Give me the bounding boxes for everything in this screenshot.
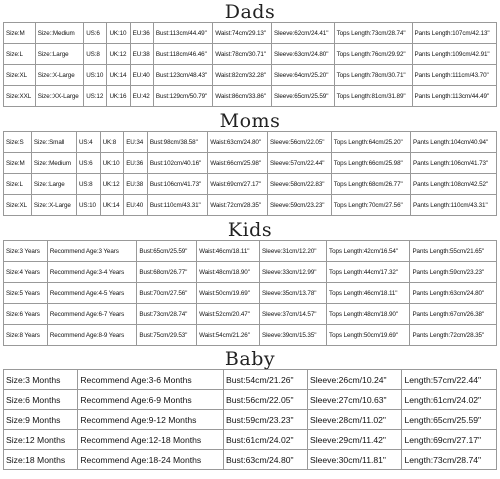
table-cell: Size:3 Months [4, 370, 78, 390]
table-cell: Bust:123cm/48.43" [153, 65, 212, 86]
table-cell: Size::X-Large [35, 65, 83, 86]
table-cell: Sleeve:63cm/24.80" [272, 44, 335, 65]
table-cell: Size:XXL [4, 86, 36, 107]
table-cell: Waist:46cm/18.11" [197, 241, 260, 262]
table-cell: UK:14 [107, 65, 130, 86]
table-cell: Tops Length:78cm/30.71" [334, 65, 412, 86]
table-cell: Size:L [4, 44, 36, 65]
table-cell: Tops Length:73cm/28.74" [334, 23, 412, 44]
table-cell: Sleeve:58cm/22.83" [268, 174, 332, 195]
table-row [4, 241, 497, 262]
table-cell: Sleeve:27cm/10.63" [307, 390, 401, 410]
table-row [4, 390, 497, 410]
baby-section-title: Baby [224, 348, 276, 370]
table-row [4, 65, 497, 86]
table-cell: Sleeve:64cm/25.20" [272, 65, 335, 86]
table-cell: Waist:66cm/25.98" [208, 153, 268, 174]
table-cell: Sleeve:29cm/11.42" [307, 430, 401, 450]
table-cell: Size:9 Months [4, 410, 78, 430]
table-cell: Tops Length:70cm/27.56" [331, 195, 410, 216]
table-cell: Size:4 Years [4, 262, 48, 283]
moms-section-title: Moms [219, 110, 281, 132]
table-cell: Tops Length:48cm/18.90" [327, 304, 410, 325]
table-cell: Size:8 Years [4, 325, 48, 346]
table-cell: Tops Length:64cm/25.20" [331, 132, 410, 153]
table-cell: Recommend Age:6-7 Years [47, 304, 137, 325]
table-cell: EU:34 [124, 132, 148, 153]
table-cell: Waist:50cm/19.69" [197, 283, 260, 304]
table-cell: UK:16 [107, 86, 130, 107]
kids-table-body [4, 241, 497, 346]
table-cell: Size::X-Large [31, 195, 76, 216]
table-cell: US:12 [84, 86, 107, 107]
table-cell: Sleeve:56cm/22.05" [268, 132, 332, 153]
table-cell: Recommend Age:4-5 Years [47, 283, 137, 304]
table-cell: Tops Length:50cm/19.69" [327, 325, 410, 346]
table-cell: US:8 [84, 44, 107, 65]
table-cell: Bust:113cm/44.49" [153, 23, 212, 44]
table-cell: Size:6 Months [4, 390, 78, 410]
kids-size-table [3, 240, 497, 346]
table-cell: Bust:110cm/43.31" [147, 195, 207, 216]
dads-section-title: Dads [224, 1, 276, 23]
table-cell: Waist:48cm/18.90" [197, 262, 260, 283]
table-cell: Bust:106cm/41.73" [147, 174, 207, 195]
table-cell: Size:XL [4, 65, 36, 86]
table-cell: Bust:75cm/29.53" [137, 325, 197, 346]
table-cell: Length:61cm/24.02" [402, 390, 497, 410]
table-row [4, 410, 497, 430]
table-cell: Length:57cm/22.44" [402, 370, 497, 390]
table-cell: Waist:86cm/33.86" [213, 86, 272, 107]
table-cell: US:6 [76, 153, 100, 174]
table-cell: Size:M [4, 23, 36, 44]
table-cell: Size::Small [31, 132, 76, 153]
table-row [4, 430, 497, 450]
table-cell: Tops Length:81cm/31.89" [334, 86, 412, 107]
table-cell: Pants Length:59cm/23.23" [410, 262, 497, 283]
table-cell: Tops Length:44cm/17.32" [327, 262, 410, 283]
table-row [4, 283, 497, 304]
table-cell: Waist:82cm/32.28" [213, 65, 272, 86]
table-cell: Pants Length:106cm/41.73" [411, 153, 497, 174]
table-cell: Length:65cm/25.59" [402, 410, 497, 430]
table-cell: Size::Large [35, 44, 83, 65]
size-chart-page [0, 2, 500, 479]
table-cell: Pants Length:107cm/42.13" [412, 23, 496, 44]
dads-table-body [4, 23, 497, 107]
table-cell: EU:36 [130, 23, 153, 44]
table-cell: Tops Length:66cm/25.98" [331, 153, 410, 174]
table-cell: Sleeve:37cm/14.57" [260, 304, 327, 325]
table-cell: Recommend Age:18-24 Months [78, 450, 224, 470]
table-cell: UK:12 [100, 174, 124, 195]
table-cell: EU:40 [124, 195, 148, 216]
table-cell: Size::Large [31, 174, 76, 195]
table-cell: Size:6 Years [4, 304, 48, 325]
table-cell: Size:18 Months [4, 450, 78, 470]
table-cell: Size:S [4, 132, 32, 153]
table-cell: Tops Length:76cm/29.92" [334, 44, 412, 65]
table-cell: Sleeve:39cm/15.35" [260, 325, 327, 346]
table-cell: Recommend Age:3-6 Months [78, 370, 224, 390]
table-cell: Size:12 Months [4, 430, 78, 450]
table-cell: UK:10 [107, 23, 130, 44]
table-row [4, 450, 497, 470]
table-cell: Waist:74cm/29.13" [213, 23, 272, 44]
table-cell: Tops Length:42cm/16.54" [327, 241, 410, 262]
table-cell: Sleeve:59cm/23.23" [268, 195, 332, 216]
table-cell: Bust:65cm/25.59" [137, 241, 197, 262]
table-cell: Pants Length:63cm/24.80" [410, 283, 497, 304]
table-row [4, 174, 497, 195]
table-cell: UK:10 [100, 153, 124, 174]
table-cell: Size::XX-Large [35, 86, 83, 107]
table-cell: Recommend Age:9-12 Months [78, 410, 224, 430]
table-row [4, 132, 497, 153]
table-cell: Waist:69cm/27.17" [208, 174, 268, 195]
table-cell: US:6 [84, 23, 107, 44]
table-cell: Pants Length:111cm/43.70" [412, 65, 496, 86]
table-cell: Bust:59cm/23.23" [224, 410, 308, 430]
table-cell: Waist:54cm/21.26" [197, 325, 260, 346]
table-cell: Sleeve:57cm/22.44" [268, 153, 332, 174]
table-cell: UK:14 [100, 195, 124, 216]
table-cell: Sleeve:65cm/25.59" [272, 86, 335, 107]
table-cell: Bust:56cm/22.05" [224, 390, 308, 410]
table-cell: EU:38 [124, 174, 148, 195]
table-cell: UK:8 [100, 132, 124, 153]
table-cell: EU:40 [130, 65, 153, 86]
table-cell: Size::Medium [35, 23, 83, 44]
table-cell: Bust:102cm/40.16" [147, 153, 207, 174]
table-row [4, 325, 497, 346]
table-cell: EU:42 [130, 86, 153, 107]
table-cell: Tops Length:46cm/18.11" [327, 283, 410, 304]
table-cell: Size:M [4, 153, 32, 174]
table-cell: Sleeve:33cm/12.99" [260, 262, 327, 283]
table-cell: Bust:118cm/46.46" [153, 44, 212, 65]
table-cell: Tops Length:68cm/26.77" [331, 174, 410, 195]
table-cell: Size::Medium [31, 153, 76, 174]
table-cell: Waist:78cm/30.71" [213, 44, 272, 65]
table-cell: Bust:73cm/28.74" [137, 304, 197, 325]
table-cell: US:4 [76, 132, 100, 153]
table-cell: Pants Length:108cm/42.52" [411, 174, 497, 195]
table-cell: Waist:72cm/28.35" [208, 195, 268, 216]
table-cell: US:10 [84, 65, 107, 86]
table-cell: Pants Length:113cm/44.49" [412, 86, 496, 107]
table-cell: Recommend Age:3 Years [47, 241, 137, 262]
table-cell: US:8 [76, 174, 100, 195]
table-cell: Sleeve:30cm/11.81" [307, 450, 401, 470]
table-cell: Sleeve:62cm/24.41" [272, 23, 335, 44]
table-cell: Recommend Age:3-4 Years [47, 262, 137, 283]
table-cell: Sleeve:35cm/13.78" [260, 283, 327, 304]
table-row [4, 44, 497, 65]
table-cell: EU:38 [130, 44, 153, 65]
table-row [4, 153, 497, 174]
table-cell: Bust:129cm/50.79" [153, 86, 212, 107]
table-cell: Recommend Age:12-18 Months [78, 430, 224, 450]
table-cell: EU:36 [124, 153, 148, 174]
table-cell: Bust:68cm/26.77" [137, 262, 197, 283]
table-cell: Size:L [4, 174, 32, 195]
table-cell: Pants Length:55cm/21.65" [410, 241, 497, 262]
table-cell: Waist:63cm/24.80" [208, 132, 268, 153]
table-cell: Pants Length:72cm/28.35" [410, 325, 497, 346]
table-cell: Sleeve:28cm/11.02" [307, 410, 401, 430]
kids-section-title: Kids [227, 219, 273, 241]
table-row [4, 304, 497, 325]
table-cell: Pants Length:110cm/43.31" [411, 195, 497, 216]
table-cell: Recommend Age:8-9 Years [47, 325, 137, 346]
table-cell: Size:3 Years [4, 241, 48, 262]
table-row [4, 262, 497, 283]
table-cell: Size:5 Years [4, 283, 48, 304]
table-cell: Bust:61cm/24.02" [224, 430, 308, 450]
table-cell: Bust:63cm/24.80" [224, 450, 308, 470]
table-row [4, 195, 497, 216]
baby-size-table [3, 369, 497, 470]
table-cell: Recommend Age:6-9 Months [78, 390, 224, 410]
table-cell: Pants Length:67cm/26.38" [410, 304, 497, 325]
table-cell: UK:12 [107, 44, 130, 65]
table-row [4, 23, 497, 44]
baby-table-body [4, 370, 497, 470]
table-cell: Bust:54cm/21.26" [224, 370, 308, 390]
table-cell: US:10 [76, 195, 100, 216]
table-cell: Sleeve:26cm/10.24" [307, 370, 401, 390]
table-cell: Bust:70cm/27.56" [137, 283, 197, 304]
table-cell: Length:69cm/27.17" [402, 430, 497, 450]
table-cell: Pants Length:104cm/40.94" [411, 132, 497, 153]
table-cell: Length:73cm/28.74" [402, 450, 497, 470]
moms-size-table [3, 131, 497, 216]
table-row [4, 370, 497, 390]
table-cell: Size:XL [4, 195, 32, 216]
moms-table-body [4, 132, 497, 216]
table-cell: Pants Length:109cm/42.91" [412, 44, 496, 65]
table-cell: Waist:52cm/20.47" [197, 304, 260, 325]
table-cell: Bust:98cm/38.58" [147, 132, 207, 153]
table-cell: Sleeve:31cm/12.20" [260, 241, 327, 262]
table-row [4, 86, 497, 107]
dads-size-table [3, 22, 497, 107]
